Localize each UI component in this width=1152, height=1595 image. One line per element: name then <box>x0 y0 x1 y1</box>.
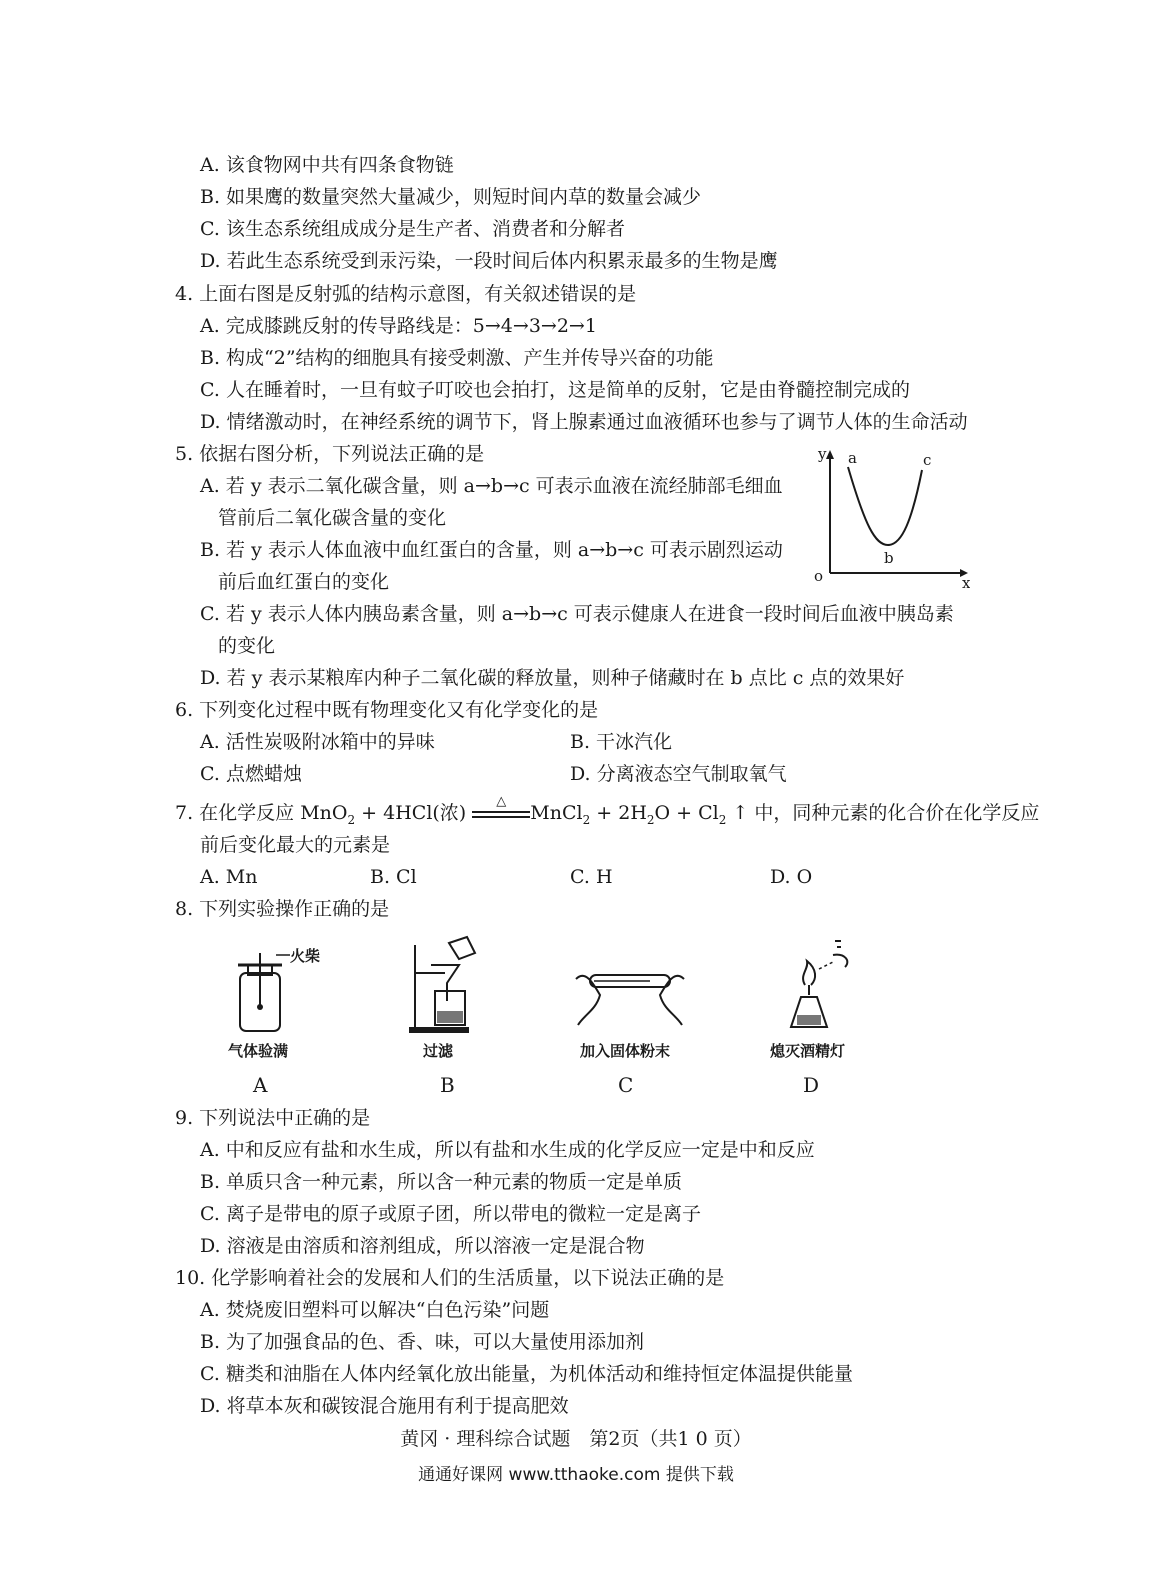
q7-stem-pre: 7. 在化学反应 MnO <box>175 802 348 824</box>
fig-c-letter: C <box>618 1073 634 1097</box>
q9-option-b: B. 单质只含一种元素，所以含一种元素的物质一定是单质 <box>200 1171 683 1193</box>
q7-h2o: + 2H <box>590 802 647 824</box>
q4-option-c: C. 人在睡着时，一旦有蚊子叮咬也会拍打，这是简单的反射，它是由脊髓控制完成的 <box>200 379 910 401</box>
graph-label-a: a <box>848 449 857 467</box>
q7-stem2: 前后变化最大的元素是 <box>200 834 391 856</box>
q7-sub-mncl2: 2 <box>582 812 591 827</box>
q7-sub-cl2: 2 <box>718 812 727 827</box>
q9-stem: 9. 下列说法中正确的是 <box>175 1107 371 1129</box>
q5-option-b-line2: 前后血红蛋白的变化 <box>218 571 390 593</box>
graph-label-b: b <box>884 549 894 567</box>
heat-symbol: △ <box>496 793 507 809</box>
q4-stem: 4. 上面右图是反射弧的结构示意图，有关叙述错误的是 <box>175 283 637 305</box>
fig-b-letter: B <box>440 1073 455 1097</box>
q7-mncl: MnCl <box>530 802 583 824</box>
q3-option-a: A. 该食物网中共有四条食物链 <box>200 154 454 176</box>
fire-label: 火柴 <box>290 947 321 965</box>
q5-option-b-line1: B. 若 y 表示人体血液中血红蛋白的含量，则 a→b→c 可表示剧烈运动 <box>200 539 783 561</box>
q7-option-b: B. Cl <box>370 866 417 888</box>
q8-stem: 8. 下列实验操作正确的是 <box>175 898 390 920</box>
q10-option-d: D. 将草本灰和碳铵混合施用有利于提高肥效 <box>200 1395 569 1417</box>
q4-option-a: A. 完成膝跳反射的传导路线是：5→4→3→2→1 <box>200 315 597 337</box>
q10-stem: 10. 化学影响着社会的发展和人们的生活质量，以下说法正确的是 <box>175 1267 725 1289</box>
fig-d-caption: 熄灭酒精灯 <box>770 1042 846 1060</box>
q7-hcl: + 4HCl(浓) <box>355 802 467 824</box>
q5-option-c-line1: C. 若 y 表示人体内胰岛素含量，则 a→b→c 可表示健康人在进食一段时间后血液中胰岛素 <box>200 603 954 625</box>
fig-d-letter: D <box>803 1073 820 1097</box>
q6-option-c: C. 点燃蜡烛 <box>200 763 302 785</box>
q10-option-c: C. 糖类和油脂在人体内经氧化放出能量，为机体活动和维持恒定体温提供能量 <box>200 1363 853 1385</box>
q7-h2o-tail: O + Cl <box>654 802 719 824</box>
q5-option-d: D. 若 y 表示某粮库内种子二氧化碳的释放量，则种子储藏时在 b 点比 c 点的效果好 <box>200 667 905 689</box>
q7-option-a: A. Mn <box>200 866 258 888</box>
q9-option-c: C. 离子是带电的原子或原子团，所以带电的微粒一定是离子 <box>200 1203 701 1225</box>
q6-stem: 6. 下列变化过程中既有物理变化又有化学变化的是 <box>175 699 599 721</box>
q5-curve-graph <box>810 445 970 590</box>
q7-option-d: D. O <box>770 866 813 888</box>
u-curve <box>848 467 922 545</box>
fig-a-letter: A <box>253 1073 268 1097</box>
graph-label-c: c <box>923 451 932 469</box>
q5-option-a-line1: A. 若 y 表示二氧化碳含量，则 a→b→c 可表示血液在流经肺部毛细血 <box>200 475 783 497</box>
q3-option-d: D. 若此生态系统受到汞污染，一段时间后体内积累汞最多的生物是鹰 <box>200 250 778 272</box>
q9-option-d: D. 溶液是由溶质和溶剂组成，所以溶液一定是混合物 <box>200 1235 645 1257</box>
download-watermark: 通通好课网 www.tthaoke.com 提供下载 <box>418 1465 734 1485</box>
q4-option-d: D. 情绪激动时，在神经系统的调节下，肾上腺素通过血液循环也参与了调节人体的生命活动 <box>200 411 968 433</box>
q5-option-a-line2: 管前后二氧化碳含量的变化 <box>218 507 447 529</box>
fig-a-gas-bottle-icon <box>220 945 330 1035</box>
q7-equation-line <box>175 793 1040 833</box>
y-arrow <box>826 450 834 459</box>
graph-label-o: o <box>814 567 824 585</box>
fig-c-caption: 加入固体粉末 <box>580 1042 671 1060</box>
fig-c-powder-icon <box>570 955 690 1035</box>
fig-b-filtration-icon <box>405 935 495 1035</box>
q4-option-b: B. 构成“2”结构的细胞具有接受刺激、产生并传导兴奋的功能 <box>200 347 714 369</box>
q6-option-a: A. 活性炭吸附冰箱中的异味 <box>200 731 435 753</box>
q7-sub-h2o: 2 <box>646 812 655 827</box>
q9-option-a: A. 中和反应有盐和水生成，所以有盐和水生成的化学反应一定是中和反应 <box>200 1139 815 1161</box>
fig-a-caption: 气体验满 <box>228 1042 289 1060</box>
page-footer: 黄冈 · 理科综合试题 第2页（共1 0 页） <box>400 1428 752 1450</box>
q7-tail: ↑ 中，同种元素的化合价在化学反应 <box>732 802 1040 824</box>
q7-sub-mno2: 2 <box>347 812 356 827</box>
graph-label-y: y <box>818 445 827 463</box>
q5-stem: 5. 依据右图分析，下列说法正确的是 <box>175 443 485 465</box>
q7-option-c: C. H <box>570 866 613 888</box>
q10-option-b: B. 为了加强食品的色、香、味，可以大量使用添加剂 <box>200 1331 645 1353</box>
q3-option-b: B. 如果鹰的数量突然大量减少，则短时间内草的数量会减少 <box>200 186 702 208</box>
fig-d-alcohol-lamp-icon <box>775 935 865 1035</box>
q7-reaction-arrow <box>472 793 530 818</box>
q6-option-d: D. 分离液态空气制取氧气 <box>570 763 787 785</box>
q10-option-a: A. 焚烧废旧塑料可以解决“白色污染”问题 <box>200 1299 550 1321</box>
q5-option-c-line2: 的变化 <box>218 635 276 657</box>
graph-label-x: x <box>962 574 970 590</box>
q6-option-b: B. 干冰汽化 <box>570 731 673 753</box>
fig-b-caption: 过滤 <box>423 1042 454 1060</box>
q3-option-c: C. 该生态系统组成成分是生产者、消费者和分解者 <box>200 218 625 240</box>
